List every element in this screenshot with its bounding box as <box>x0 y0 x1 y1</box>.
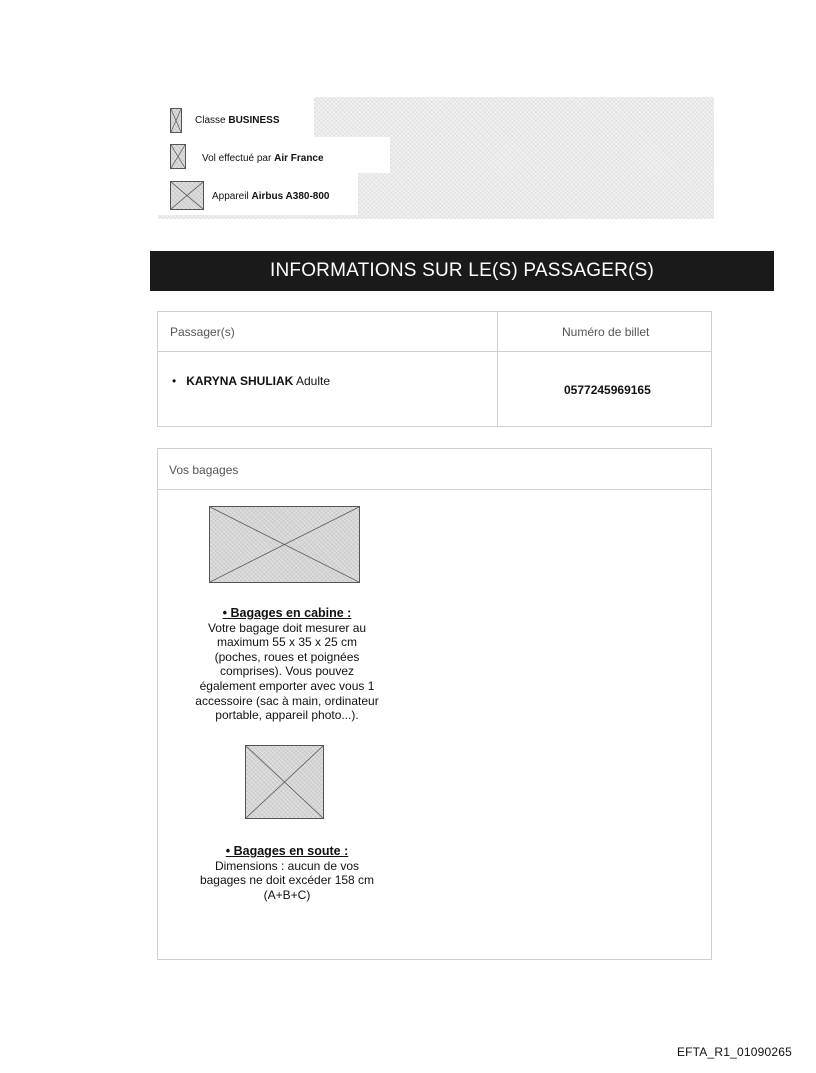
hold-baggage-image <box>245 745 324 819</box>
broken-image-icon <box>170 144 186 169</box>
passengers-banner: INFORMATIONS SUR LE(S) PASSAGER(S) <box>150 251 774 291</box>
cabin-baggage-image <box>209 506 360 583</box>
passenger-list-item <box>172 374 330 388</box>
aircraft-label: Appareil Airbus A380-800 <box>212 191 330 202</box>
passengers-column-header <box>158 312 498 352</box>
bullet: • <box>172 374 177 388</box>
cabin-baggage-title: • Bagages en cabine : <box>222 606 352 620</box>
baggage-section <box>157 448 712 960</box>
passengers-header-label: Passager(s) <box>170 325 235 339</box>
document-reference: EFTA_R1_01090265 <box>676 1045 792 1059</box>
hold-baggage-text: Dimensions : aucun de vos bagages ne doit excéder 158 cm (A+B+C) <box>199 858 375 902</box>
class-row <box>158 97 314 137</box>
ticket-header-label: Numéro de billet <box>562 325 650 339</box>
class-label: Classe BUSINESS <box>195 115 280 126</box>
broken-image-icon <box>170 108 182 133</box>
passenger-name: KARYNA SHULIAK <box>186 374 294 388</box>
hold-baggage-title: • Bagages en soute : <box>225 844 349 858</box>
flight-info-block <box>158 97 714 219</box>
ticket-column-header <box>498 312 711 352</box>
aircraft-row <box>158 173 358 215</box>
cabin-baggage-text: Votre bagage doit mesurer au maximum 55 x 35 x 25 cm (poches, roues et poignées comprises). Vous pouvez également emporter avec vous 1 accessoire (sac à main, ordinateur portable, appareil photo...). <box>195 620 379 723</box>
ticket-cell <box>498 352 711 426</box>
hold-baggage-info <box>194 844 380 902</box>
operator-label: Vol effectué par Air France <box>202 153 324 164</box>
baggage-header <box>158 449 711 490</box>
baggage-section-title: Vos bagages <box>169 463 239 477</box>
passenger-cell <box>158 352 498 426</box>
passenger-type: Adulte <box>293 374 331 388</box>
ticket-number: 0577245969165 <box>564 383 651 397</box>
passenger-table <box>157 311 712 427</box>
operator-row <box>158 137 390 173</box>
broken-image-icon <box>170 181 204 210</box>
cabin-baggage-info <box>194 606 380 723</box>
